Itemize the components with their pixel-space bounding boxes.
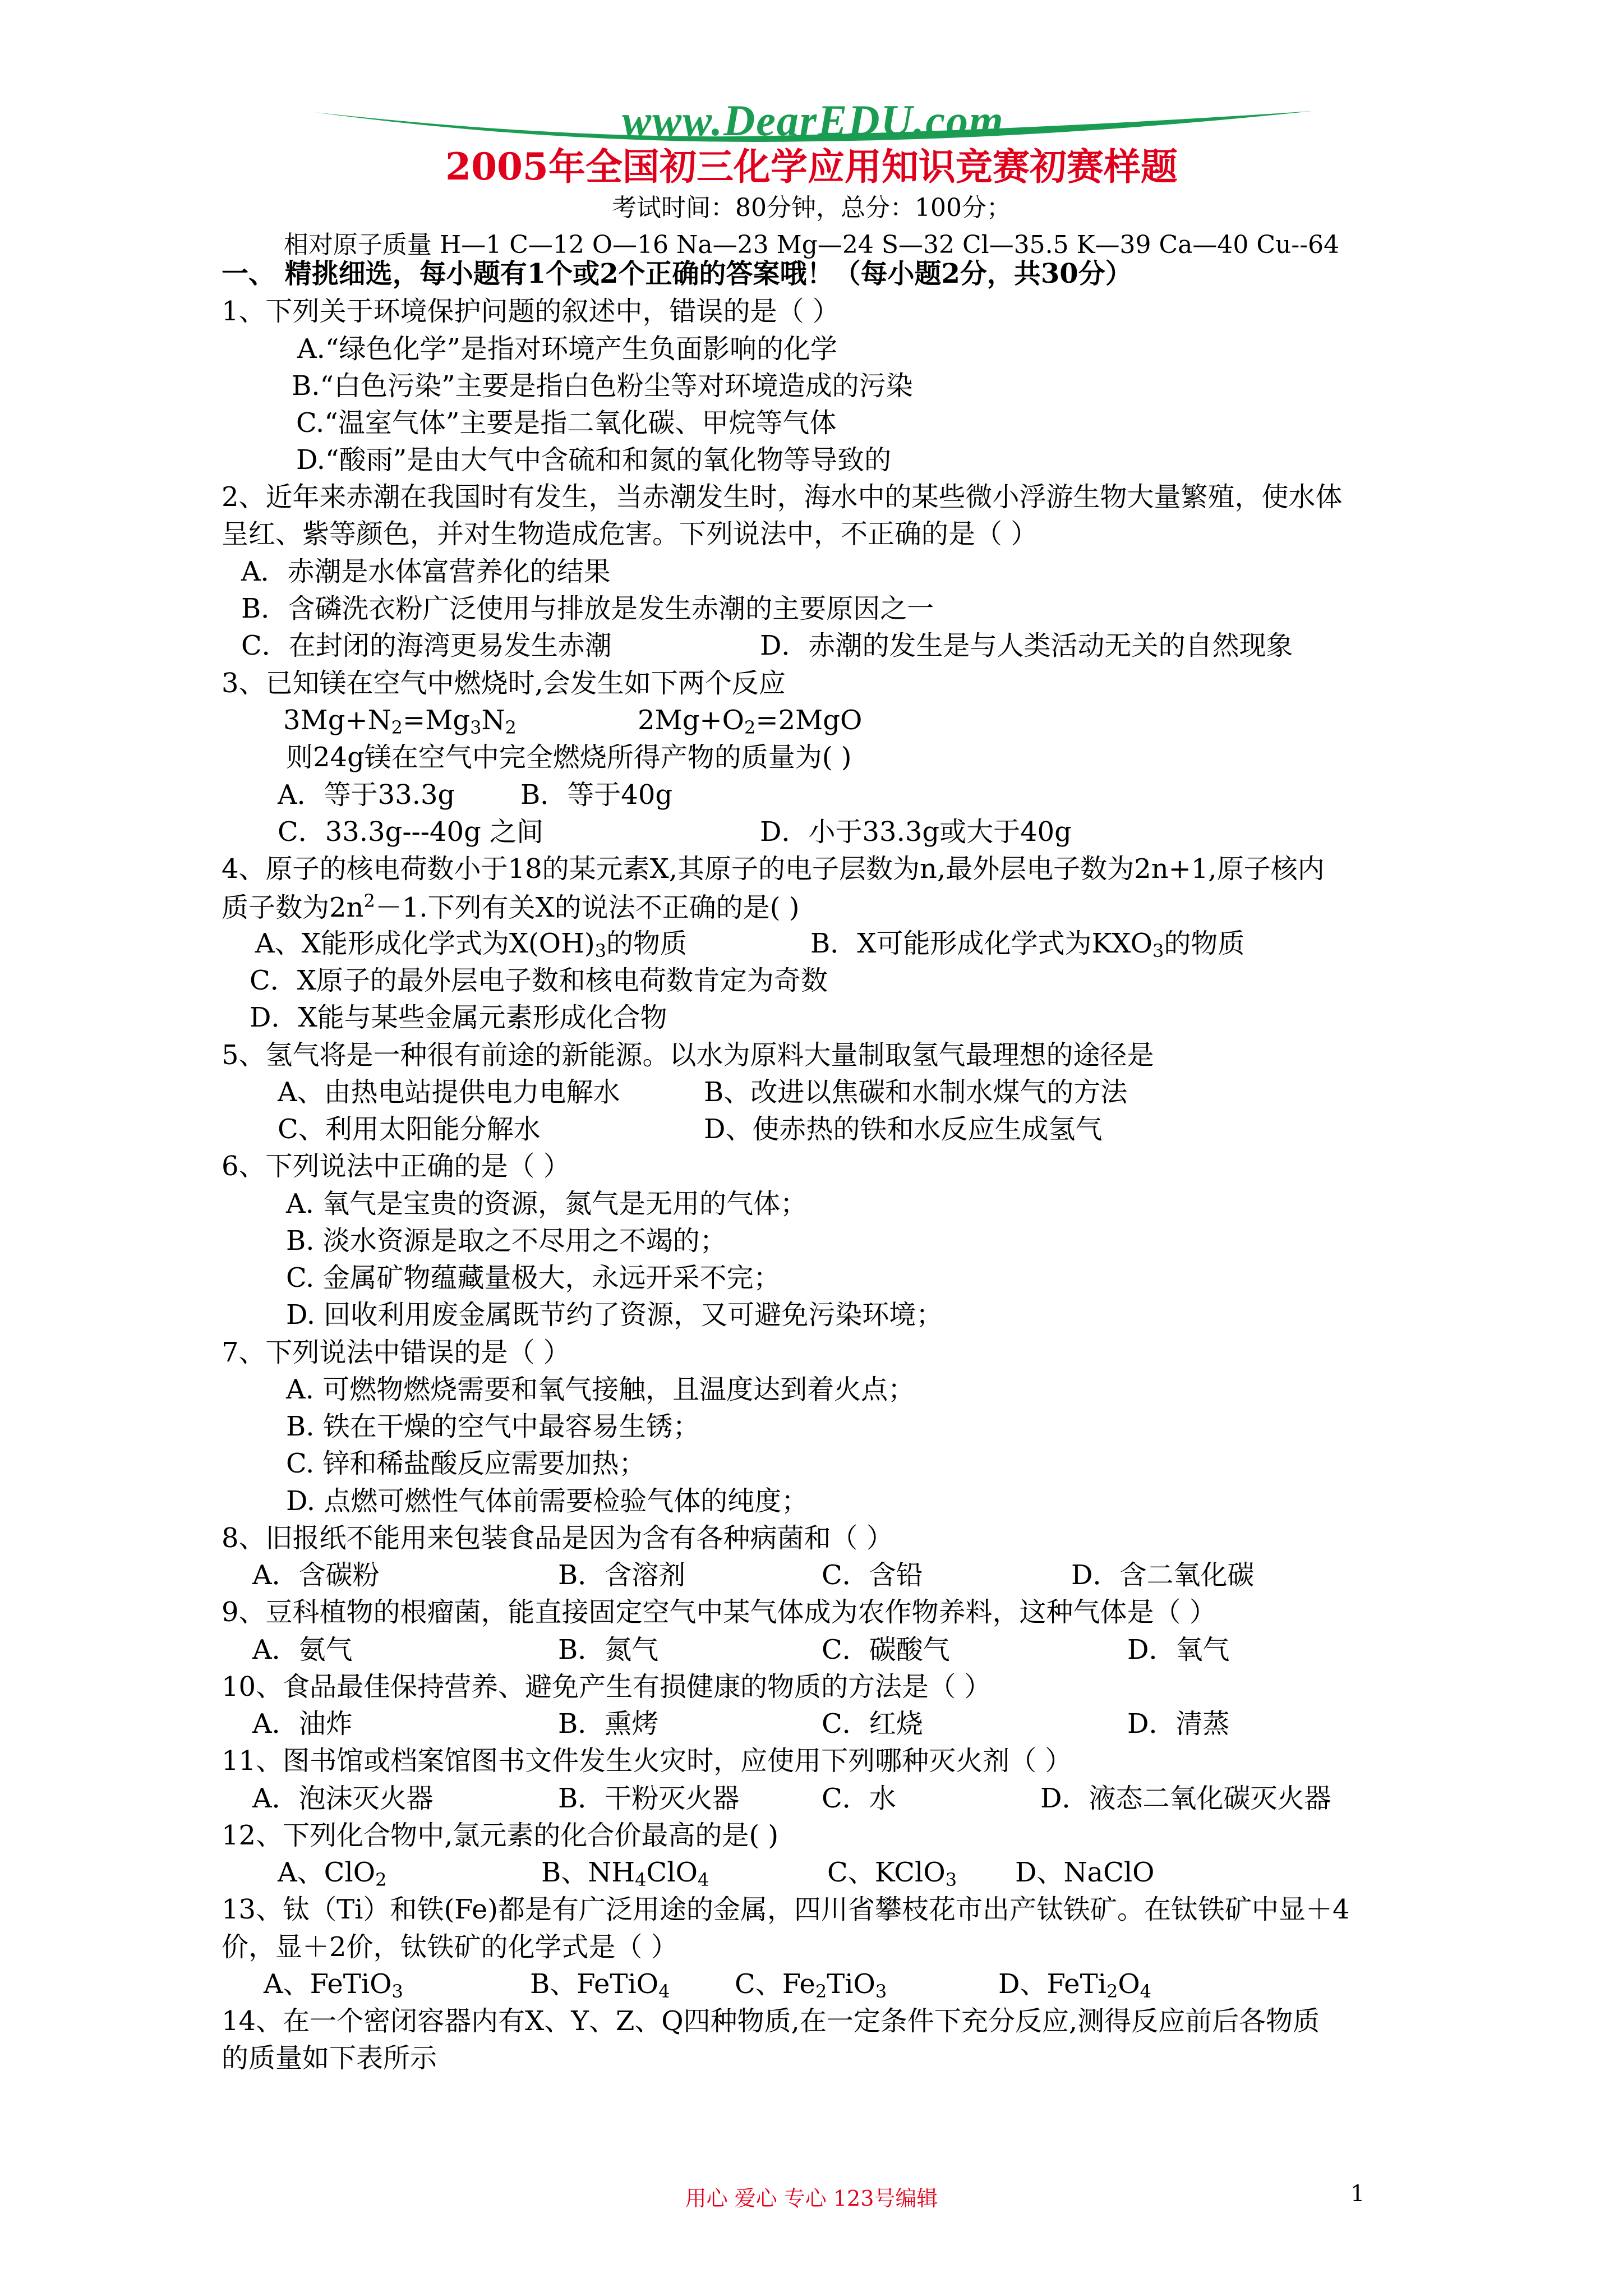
q10-option-c: C．红烧: [822, 1708, 923, 1740]
q5-option-d: D、使赤热的铁和水反应生成氢气: [704, 1114, 1103, 1145]
q2-stem-line2: 呈红、紫等颜色，并对生物造成危害。下列说法中，不正确的是（ ）: [222, 518, 1038, 550]
q4-option-d: D．X能与某些金属元素形成化合物: [250, 1002, 667, 1033]
q1-option-b: B.“白色污染”主要是指白色粉尘等对环境造成的污染: [292, 370, 913, 402]
q10-option-d: D．清蒸: [1127, 1708, 1230, 1740]
q11-option-a: A．泡沫灭火器: [252, 1783, 434, 1814]
atomic-masses: 相对原子质量 H—1 C—12 O—16 Na—23 Mg—24 S—32 Cl—35.5 K—39 Ca—40 Cu--64: [283, 231, 1340, 259]
q7-option-b: B. 铁在干燥的空气中最容易生锈；: [286, 1411, 700, 1442]
q3-equation-2: $2Mg+O_2=2MgO$: [638, 705, 863, 738]
q12-option-d: D、NaClO: [1015, 1857, 1155, 1888]
q7-option-a: A. 可燃物燃烧需要和氧气接触，且温度达到着火点；: [286, 1374, 915, 1405]
footer-note: 用心 爱心 专心 123号编辑: [685, 2186, 938, 2211]
q5-option-a: A、由热电站提供电力电解水: [278, 1076, 620, 1108]
q8-option-d: D．含二氧化碳: [1071, 1559, 1255, 1591]
q6-option-a: A. 氧气是宝贵的资源，氮气是无用的气体；: [286, 1188, 808, 1220]
q7-option-c: C. 锌和稀盐酸反应需要加热；: [286, 1448, 646, 1479]
q8-option-c: C．含铅: [822, 1559, 923, 1591]
q2-option-c: C．在封闭的海湾更易发生赤潮: [241, 630, 612, 661]
q4-option-b: B．X可能形成化学式为$KXO_3$的物质: [810, 928, 1245, 961]
q4-option-a: A、X能形成化学式为$X(OH)_3$的物质: [255, 928, 688, 961]
q12-option-a: A、ClO$_2$: [278, 1857, 387, 1890]
q13-stem-line2: 价，显＋2价，钛铁矿的化学式是（ ）: [222, 1931, 678, 1963]
q6-option-b: B. 淡水资源是取之不尽用之不竭的；: [286, 1225, 727, 1257]
q10-stem: 10、食品最佳保持营养、避免产生有损健康的物质的方法是（ ）: [222, 1671, 992, 1703]
q3-stem-2: 则24g镁在空气中完全燃烧所得产物的质量为( ): [286, 742, 852, 773]
q2-stem-line1: 2、近年来赤潮在我国时有发生，当赤潮发生时，海水中的某些微小浮游生物大量繁殖，使水体: [222, 481, 1343, 513]
q1-stem: 1、下列关于环境保护问题的叙述中，错误的是（ ）: [222, 296, 840, 327]
q9-option-b: B．氮气: [558, 1634, 659, 1665]
q10-option-a: A．油炸: [252, 1708, 353, 1740]
q12-option-b: B、$NH_4ClO_4$: [541, 1857, 709, 1890]
q3-option-a: A．等于33.3g: [278, 779, 455, 811]
q4-stem-line1: 4、原子的核电荷数小于18的某元素X,其原子的电子层数为n,最外层电子数为2n+1,原子核内: [222, 853, 1325, 885]
logo-text: www.DearEDU.com: [622, 96, 1004, 145]
page-number: 1: [1350, 2181, 1365, 2207]
q6-option-d: D. 回收利用废金属既节约了资源，又可避免污染环境；: [286, 1299, 943, 1331]
q13-option-c: C、$Fe_2TiO_3$: [735, 1968, 887, 2002]
q8-option-a: A．含碳粉: [252, 1559, 380, 1591]
q6-stem: 6、下列说法中正确的是（ ）: [222, 1151, 570, 1182]
page-title: 2005年全国初三化学应用知识竞赛初赛样题: [445, 145, 1178, 188]
q2-option-b: B．含磷洗衣粉广泛使用与排放是发生赤潮的主要原因之一: [241, 593, 934, 624]
q11-option-b: B．干粉灭火器: [558, 1783, 740, 1814]
q13-option-b: B、FeTiO$_4$: [530, 1968, 670, 2002]
q12-option-c: C、KClO$_3$: [827, 1857, 957, 1890]
q4-option-c: C．X原子的最外层电子数和核电荷数肯定为奇数: [250, 965, 828, 996]
q5-stem: 5、氢气将是一种很有前途的新能源。以水为原料大量制取氢气最理想的途径是: [222, 1039, 1154, 1071]
q2-option-a: A．赤潮是水体富营养化的结果: [241, 556, 611, 587]
q1-option-d: D.“酸雨”是由大气中含硫和和氮的氧化物等导致的: [296, 444, 892, 476]
exam-info: 考试时间：80分钟，总分：100分；: [612, 194, 1011, 222]
q1-option-a: A.“绿色化学”是指对环境产生负面影响的化学: [297, 333, 838, 365]
q3-stem: 3、已知镁在空气中燃烧时,会发生如下两个反应: [222, 668, 786, 699]
q8-option-b: B．含溶剂: [558, 1559, 686, 1591]
q3-option-c: C．33.3g---40g 之间: [278, 816, 544, 848]
q7-option-d: D. 点燃可燃性气体前需要检验气体的纯度；: [286, 1485, 809, 1517]
q5-option-c: C、利用太阳能分解水: [278, 1114, 541, 1145]
section-heading: 一、 精挑细选，每小题有1个或2个正确的答案哦！（每小题2分，共30分）: [222, 258, 1132, 289]
q14-stem-line2: 的质量如下表所示: [222, 2042, 437, 2074]
q13-stem-line1: 13、钛（Ti）和铁(Fe)都是有广泛用途的金属，四川省攀枝花市出产钛铁矿。在钛铁矿中显＋4: [222, 1894, 1350, 1925]
q12-stem: 12、下列化合物中,氯元素的化合价最高的是( ): [222, 1820, 779, 1851]
q6-option-c: C. 金属矿物蕴藏量极大，永远开采不完；: [286, 1262, 781, 1294]
q14-stem-line1: 14、在一个密闭容器内有X、Y、Z、Q四种物质,在一定条件下充分反应,测得反应前后各物质: [222, 2005, 1320, 2037]
q11-option-d: D．液态二氧化碳灭火器: [1040, 1783, 1331, 1814]
q5-option-b: B、改进以焦碳和水制水煤气的方法: [704, 1076, 1128, 1108]
q3-option-d: D．小于33.3g或大于40g: [760, 816, 1072, 848]
q13-option-a: A、FeTiO$_3$: [264, 1968, 403, 2002]
q13-option-d: D、$FeTi_2O_4$: [998, 1968, 1152, 2002]
q9-option-c: C．碳酸气: [822, 1634, 950, 1665]
q2-option-d: D．赤潮的发生是与人类活动无关的自然现象: [760, 630, 1293, 661]
q10-option-b: B．熏烤: [558, 1708, 659, 1740]
q1-option-c: C.“温室气体”主要是指二氧化碳、甲烷等气体: [296, 407, 837, 439]
q11-stem: 11、图书馆或档案馆图书文件发生火灾时，应使用下列哪种灭火剂（ ）: [222, 1745, 1072, 1777]
q3-equation-1: $3Mg+N_2=Mg_3N_2$: [283, 705, 517, 738]
q8-stem: 8、旧报纸不能用来包装食品是因为含有各种病菌和（ ）: [222, 1522, 893, 1554]
q11-option-c: C．水: [822, 1783, 896, 1814]
q7-stem: 7、下列说法中错误的是（ ）: [222, 1337, 570, 1368]
q4-stem-line2: 质子数为$2n^2-1$.下列有关X的说法不正确的是( ): [222, 890, 800, 923]
q3-option-b: B．等于40g: [520, 779, 673, 811]
q9-option-d: D．氧气: [1127, 1634, 1230, 1665]
q9-stem: 9、豆科植物的根瘤菌，能直接固定空气中某气体成为农作物养料，这种气体是（ ）: [222, 1596, 1216, 1628]
q9-option-a: A．氨气: [252, 1634, 353, 1665]
